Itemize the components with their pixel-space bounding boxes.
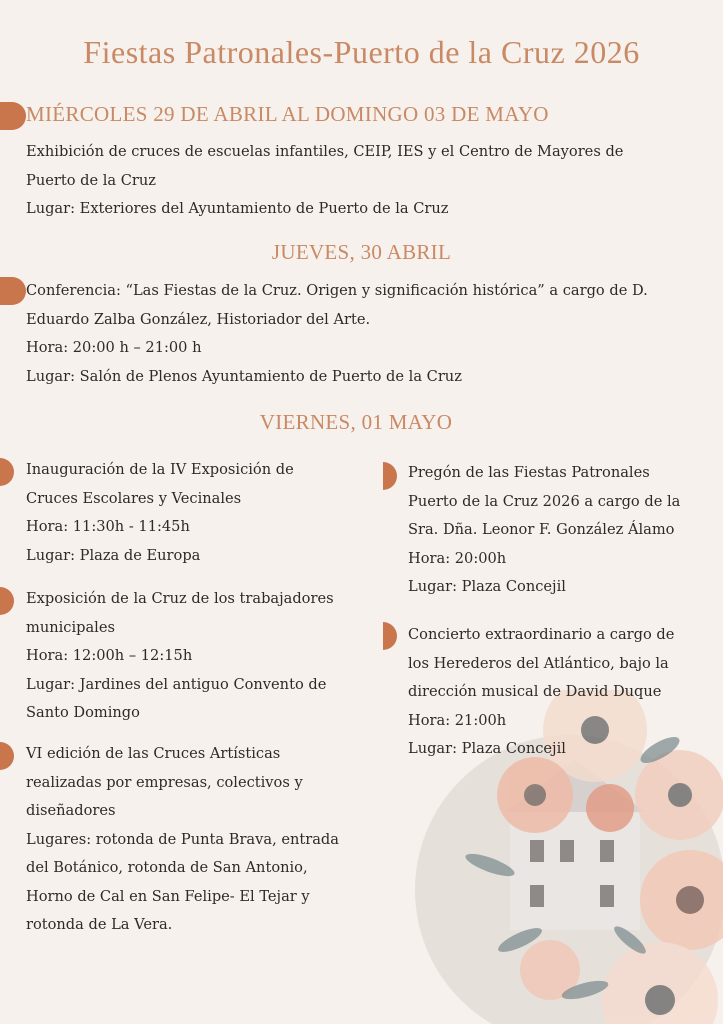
- bullet-marker: [0, 458, 14, 486]
- event-line: Lugar: Jardines del antiguo Convento de: [26, 675, 327, 693]
- event-block-3: [26, 456, 376, 570]
- event-line: Pregón de las Fiestas Patronales: [408, 464, 650, 481]
- date-heading-2: JUEVES, 30 ABRIL: [271, 240, 452, 264]
- event-line: Hora: 12:00h – 12:15h: [26, 647, 193, 664]
- event-line: Lugares: rotonda de Punta Brava, entrada: [26, 830, 339, 848]
- event-line: Lugar: Exteriores del Ayuntamiento de Puerto de la Cruz: [26, 200, 449, 217]
- event-line: Lugar: Salón de Plenos Ayuntamiento de Puerto de la Cruz: [26, 367, 462, 385]
- date-heading-3: VIERNES, 01 MAYO: [259, 410, 453, 434]
- event-block-2: [26, 277, 716, 391]
- event-line: Hora: 11:30h - 11:45h: [26, 518, 190, 535]
- event-line: diseñadores: [26, 802, 116, 819]
- event-line: Exhibición de cruces de escuelas infantiles, CEIP, IES y el Centro de Mayores de: [26, 143, 624, 160]
- event-line: Lugar: Plaza Concejil: [408, 578, 566, 595]
- bullet-marker: [0, 277, 26, 305]
- event-line: Hora: 20:00 h – 21:00 h: [26, 339, 202, 356]
- event-block-4: [26, 585, 376, 728]
- event-line: Concierto extraordinario a cargo de: [408, 626, 675, 643]
- event-line: Cruces Escolares y Vecinales: [26, 489, 242, 507]
- event-line: VI edición de las Cruces Artísticas: [26, 745, 281, 762]
- bullet-marker: [0, 102, 26, 130]
- bullet-marker: [383, 462, 397, 490]
- event-line: Sra. Dña. Leonor F. González Álamo: [408, 521, 675, 538]
- event-line: Exposición de la Cruz de los trabajadores: [26, 590, 334, 607]
- event-line: Eduardo Zalba González, Historiador del Arte.: [26, 310, 371, 328]
- event-line: rotonda de La Vera.: [26, 916, 173, 933]
- event-line: del Botánico, rotonda de San Antonio,: [26, 859, 308, 876]
- event-block-5: [26, 740, 386, 940]
- event-line: Inauguración de la IV Exposición de: [26, 461, 294, 478]
- event-line: municipales: [26, 618, 115, 636]
- event-block-7: [408, 621, 718, 764]
- page-title: Fiestas Patronales-Puerto de la Cruz 2026: [83, 34, 640, 70]
- event-line: Puerto de la Cruz: [26, 171, 156, 189]
- event-line: Puerto de la Cruz 2026 a cargo de la: [408, 492, 681, 510]
- event-line: Conferencia: “Las Fiestas de la Cruz. Origen y significación histórica” a cargo de D.: [26, 282, 648, 299]
- bullet-marker: [0, 742, 14, 770]
- event-line: Santo Domingo: [26, 704, 140, 721]
- event-line: Lugar: Plaza Concejil: [408, 740, 566, 757]
- event-block-6: [408, 459, 718, 602]
- event-line: Horno de Cal en San Felipe- El Tejar y: [26, 887, 310, 905]
- bullet-marker: [0, 587, 14, 615]
- event-line: realizadas por empresas, colectivos y: [26, 773, 303, 791]
- event-line: dirección musical de David Duque: [408, 683, 662, 700]
- event-block-1: [26, 138, 706, 224]
- event-line: Hora: 20:00h: [408, 549, 507, 567]
- date-heading-1: MIÉRCOLES 29 DE ABRIL AL DOMINGO 03 DE MAYO: [26, 102, 549, 126]
- bullet-marker: [383, 622, 397, 650]
- event-line: los Herederos del Atlántico, bajo la: [408, 654, 669, 672]
- event-line: Lugar: Plaza de Europa: [26, 546, 201, 564]
- event-line: Hora: 21:00h: [408, 711, 507, 729]
